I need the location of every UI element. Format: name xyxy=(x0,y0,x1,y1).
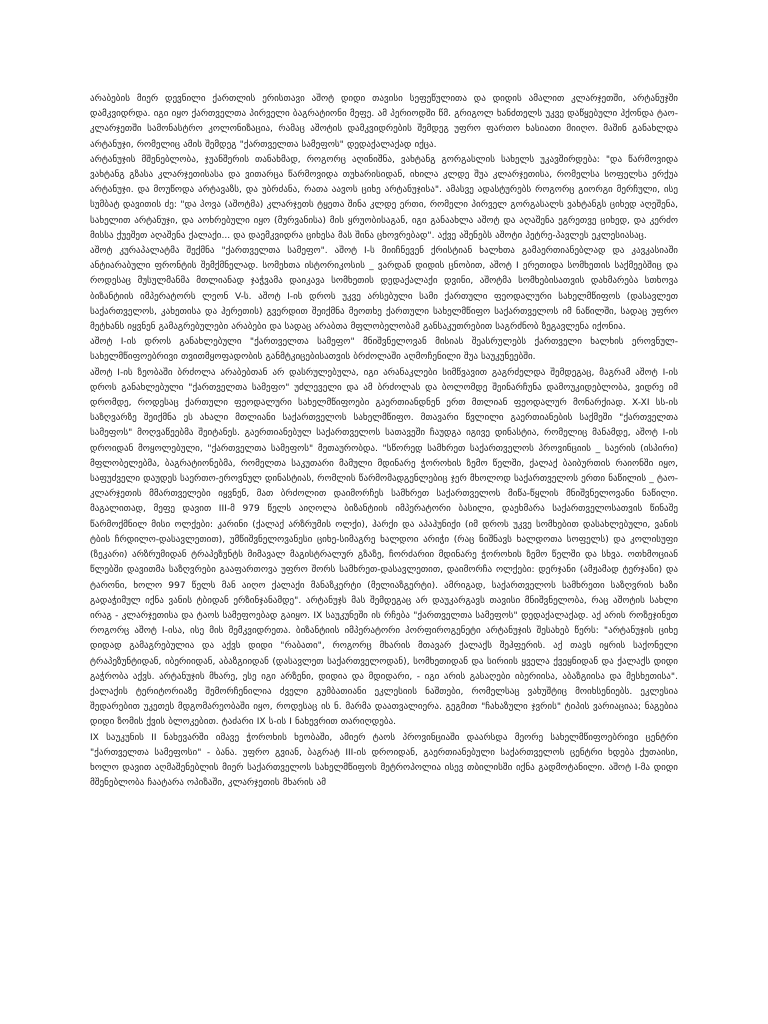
paragraph: არაბების მიერ დევნილი ქართლის ერისთავი აშოტ დიდი თავისი სეფეწულითა და დიდის ამალით კლარჯეთში, არტანუჯში დამკვიდრდა. იგი იყო ქართველთა პირველი ბაგრატიონი მეფე. ამ პერიოდში წმ. გრიგოლ ხანძთელს უკვე დაწყებული ჰქონდა ტაო-კლარჯეთში სამონასტრო კოლონიზაცია, რამაც აშოტის დამკვიდრების შემდეგ უფრო ფართო ხასიათი მიიღო. მაშინ განახლდა არტანუჯი, რომელიც ამის შემდეგ "ქართველთა სამეფოს" დედაქალაქად იქცა. xyxy=(90,94,678,150)
paragraph: აშოტ I-ის ზეობაში ბრძოლა არაბებთან არ დასრულებულა, იგი არანაკლები სიმწვავით გაგრძელდა შემდეგაც, მაგრამ აშოტ I-ის დროს განახლებული "ქართველთა სამეფო" უძლეველი და ამ ბრძოლას და ბოლომდე შეინარჩუნა დამოუკიდებლობა, ვიდრე იმ დრომდე, როდესაც ქართული ფეოდალური სახელმწიფოები გაერთიანდნენ ერთ მთლიან ფეოდალურ მონარქიად. X-XI სს-ის საზღვარზე შეიქმნა ეს ახალი მთლიანი საქართველოს სახელმწიფო. მთავარი წვლილი გაერთიანების საქმეში "ქართველთა სამეფოს" მოღვაწეებმა შეიტანეს. გაერთიანებულ საქართველოს სათავეში ჩაუდგა იგივე დინასტია, რომელიც მანამდე, აშოტ I-ის დროიდან მოყოლებული, "ქართველთა სამეფოს" მეთაურობდა. "სწორედ სამხრეთ საქართველოს პროვინციის _ საერის (ისპირი) მფლობელებმა, ბაგრატიონებმა, რომელთა საკუთარი მამული მდინარე ჭოროხის ზემო წელში, ქალაქ ბაიბურთის რაიონში იყო, საფუძველი დაუდეს საერთო-ეროვნულ დინასტიას, რომლის წარმომადგენლებიც ჯერ მხოლოდ საქართველოს ერთი ნაწილის _ ტაო-კლარჯეთის მმართველები იყვნენ, მათ ბრძოლით დაიმორჩეს სამხრეთ საქართველოს მიწა-წყლის მნიშვნელოვანი ნაწილი. მაგალითად, მეფე დავით III-მ 979 წელს აიღოლა ბიზანტიის იმპერატორი ბასილი, დაეხმარა საქართველოსათვის წინაშე წარმოქმნილ მისი ოლქები: კარინი (ქალაქ არზრუმის ოლქი), ჰარქი და აპაჰუნიქი (იმ დროს უკვე სომხებით დასახლებული, ვანის ტბის ჩრდილო-დასავლეთით), უმწიშვნელოვანესი ციხე-სიმაგრე ხალდოი არიჭი (რაც ნიშნავს ხალდოთა სოფელს) და კოლისუფი (ზეკარი) არზრუმიდან ტრაპეზუნტს მიმავალ მაგისტრალურ გზაზე, ჩორძარიი მდინარე ჭოროხის ზემო წელში და სხვა. ოთხმოციან წლებში დავითმა საზღვრები გააფართოვა უფრო შორს სამხრეთ-დასავლეთით, დაიმორჩა ოლქები: დერჯანი (ამჟამად ტერჯანი) და ტარონი, ხოლო 997 წელს მან აიღო ქალაქი მანაზკერტი (მელიაზგერტი). ამრიგად, საქართველოს სამხრეთი საზღვრის ხაზი გადაჭიმულ იქნა ვანის ტბიდან ერზინჯანამდე". არტანუჯს მას შემდეგაც არ დაუკარგავს თავისი მნიშვნელობა, რაც აშოტის სახლი ირაგ - კლარჯეთისა და ტაოს სამეფოებად გაიყო. IX საუკუნეში ის რჩება "ქართველთა სამეფოს" დედაქალაქად. აქ არის როზეჯინეთ როგორც აშოტ I-ისა, ისე მის მემკვიდრეთა. ბიზანტიის იმპერატორი პორფიროგენეტი არტანუჯის შესახებ წერს: "არტანუჯის ციხე დიდად გამაგრებულია და აქვს დიდი "რაბათი", როგორც მხარის მთავარ ქალაქს შეჰფერის. აქ თავს იყრის საქონელი ტრაპეზუნტიდან, იბერიიდან, აბაზგიიდან (დასავლეთ საქართველოდან), სომხეთიდან და სირიის ყველა ქვეყნიდან და ქალაქს დიდი გაჭრობა აქვს. არტანუჯის მხარე, ესე იგი არზენი, დიდია და მდიდარი, - იგი არის გასაღები იბერიისა, აბაზგიისა და მესხეთისა". ქალაქის ტერიტორიაზე შემორჩენილია ძველი გუმბათიანი ეკლესიის ნაშთები, რომელსაც ვახუშტიც მოიხსენიებს. ეკლესია შედარებით უკეთეს მდგომარეობაში იყო, როდესაც ის ნ. მარმა დაათვალიერა. გეგმით "ჩახაზული ჯვრის" ტიპის ვარიაციაა; ნაგებია დიდი ზომის ქვის ბლოკებით. ტაძარი IX ს-ის I ნახევრით თარიღდება. xyxy=(90,367,678,728)
paragraph: აშოტ კურაპალატმა შექმნა "ქართველთა სამეფო". აშოტ I-ს მიიჩნევენ ქრისტიან ხალხთა გამაერთიანებლად და კავკასიაში ანტიარაბული ფრონტის შემქმნელად. სომეხთა ისტორიკოსის _ ვარდან დიდის ცნობით, აშოტ I ერეთიდა სომხეთის საქმეებშიც და როდესაც მუსულმანმა მთლიანად ჯაჭვამა დაიკავა სომხეთის დედაქალაქი დვინი, აშოტმა სომხებისათვის დახმარება სთხოვა ბიზანტიის იმპერატორს ლეონ V-ს. აშოტ I-ის დროს უკვე არსებული სამი ქართული ფეოდალური სახელმწიფოს (დასავლეთ საქართველოს, კახეთისა და ჰერეთის) გვერდით შეიქმნა მეოთხე ქართული სახელმწიფო საქართველოს იმ ნაწილში, სადაც უფრო მეტხანს იყვნენ გამაგრებულები არაბები და სადაც არაბთა მფლობელობამ განსაკუთრებით საგრძნობ ზეგავლენა იქონია. xyxy=(90,246,678,333)
paragraph: IX საუკუნის II ნახევარში იმავე ჭოროხის ხეობაში, ამიერ ტაოს პროვინციაში დაარსდა მეორე სახელმწიფოებრივი ცენტრი "ქართველთა სამეფოსი" - ბანა. უფრო გვიან, ბაგრატ III-ის დროიდან, გაერთიანებული საქართველოს ცენტრი ხდება ქუთაისი, ხოლო დავით აღმაშენებლის მიერ საქართველოს სახელმწიფოს მეტროპოლია ისევ თბილისში იქნა გადმოტანილი. აშოტ I-მა დიდი მშენებლობა ჩაატარა ოპიზაში, კლარჯეთის მხარის ამ xyxy=(90,732,678,789)
document-page xyxy=(90,92,678,791)
paragraph: არტანუჯის მშენებლობა, ჯუანშერის თანახმად, როგორც აღინიშნა, ვახტანგ გორგასლის სახელს უკავშირდება: "და წარმოვიდა ვახტანგ გზასა კლარჯეთისასა და ვითარცა წარმოვიდა თუხარისიდან, იხილა კლდე შუა კლარჯეთისა, რომელსა სოფელსა ერქუა არტანუჯი. და მოუწოდა არტავაზს, და უბრძანა, რათა აავოს ციხე არტანუჯისა". ამასვე ადასტურებს როგორც გიორგი მერჩული, ისე სუმბატ დავითის ძე: "და პოვა (აშოტმა) კლარჯეთს ტყეთა შინა კლდე ერთი, რომელი პირველ გორგასალს ვახტანგს ციხედ აღეშენა, სახელით არტანუჯი, და აოხრებული იყო (მურვანისა) მის ყრუობისაგან, იგი განაახლა აშოტ და აღაშენა ეგრეთვე ციხედ, და კერძო მისსა ქუეშეთ აღაშენა ქალაქი... და დაემკვიდრა ციხესა მას შინა ცხოვრებად". აქვე აშენებს აშოტი პეტრე-პავლეს ეკლესიასაც. xyxy=(90,154,678,241)
paragraph: აშოტ I-ის დროს განახლებული "ქართველთა სამეფო" მნიშვნელოვან მისიას შეასრულებს ქართველი ხალხის ეროვნულ-სახელმწიფოებრივი თვითმყოფადობის განმტკიცებისათვის ბრძოლაში აღმოჩენილი შუა საუკუნეებში. xyxy=(90,337,678,363)
